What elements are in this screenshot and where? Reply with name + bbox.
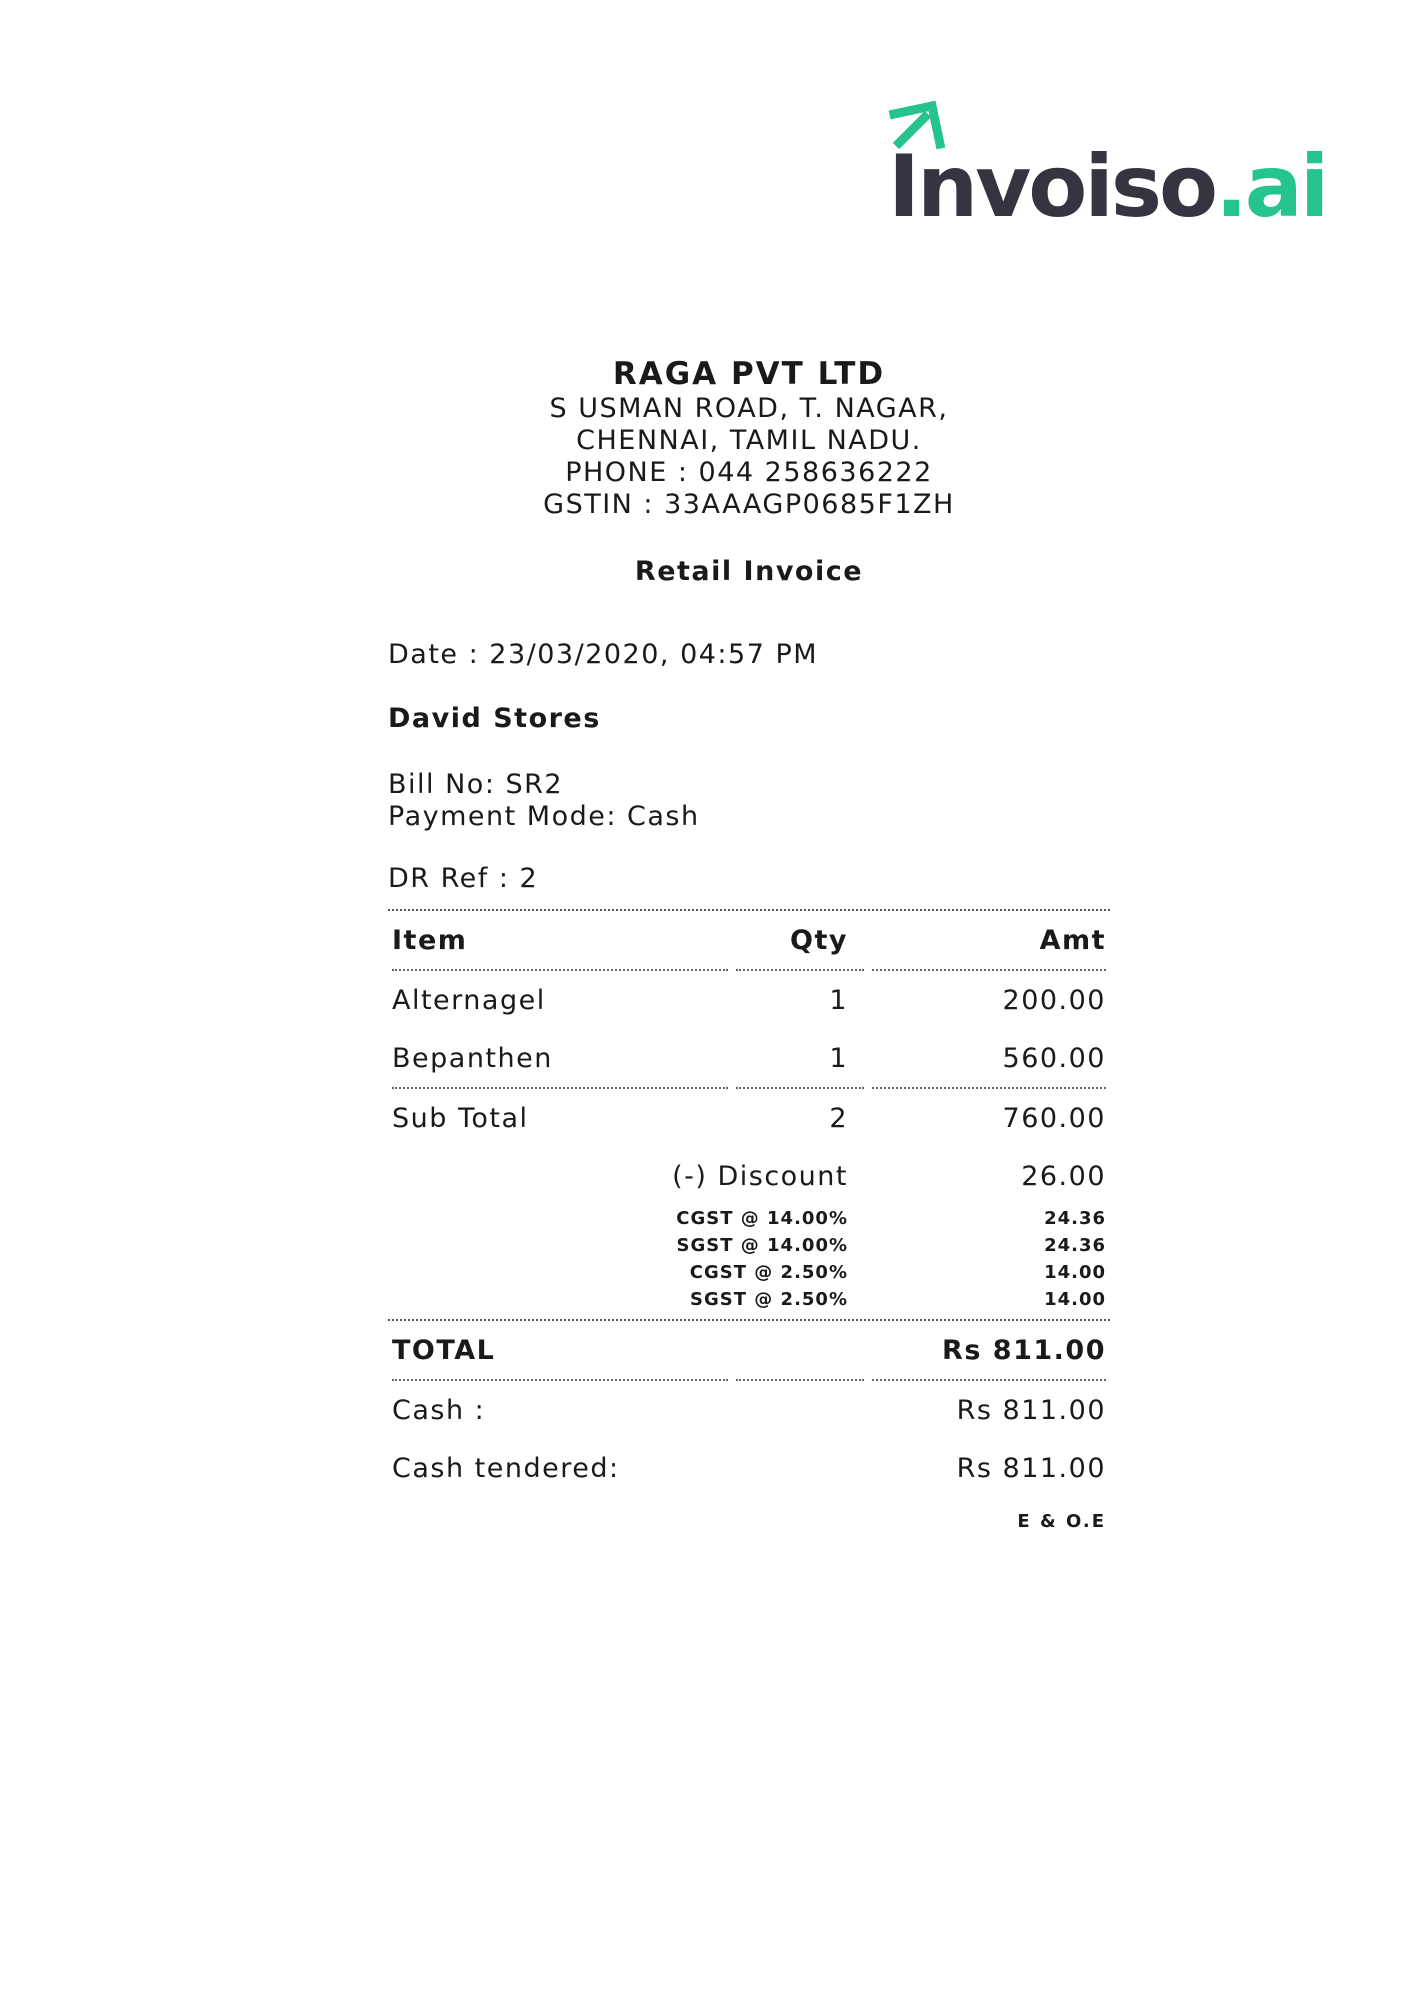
company-name: RAGA PVT LTD xyxy=(612,356,886,392)
footer-note: E & O.E xyxy=(1017,1511,1106,1532)
table-header xyxy=(388,911,1110,969)
header-qty: Qty xyxy=(790,924,848,956)
tax-label: CGST @ 14.00% xyxy=(676,1208,848,1229)
row-item: Alternagel xyxy=(392,984,546,1016)
row-amt: 560.00 xyxy=(1002,1042,1106,1074)
subtotal-label: Sub Total xyxy=(392,1102,529,1134)
cash-tendered-row xyxy=(388,1439,1110,1497)
table-row xyxy=(388,971,1110,1029)
bill-number: Bill No: SR2 xyxy=(388,769,564,800)
total-amt: Rs 811.00 xyxy=(942,1334,1106,1366)
discount-row xyxy=(388,1147,1110,1205)
tax-amt: 14.00 xyxy=(1044,1262,1106,1283)
logo-wordmark: Invoiso.ai xyxy=(888,137,1327,237)
discount-label: (-) Discount xyxy=(672,1160,848,1192)
row-qty: 1 xyxy=(829,1042,848,1074)
tax-amt: 24.36 xyxy=(1044,1208,1106,1229)
row-item: Bepanthen xyxy=(392,1042,553,1074)
tax-row xyxy=(388,1286,1110,1313)
cash-tendered-label: Cash tendered: xyxy=(392,1452,620,1484)
subtotal-row xyxy=(388,1089,1110,1147)
company-phone: PHONE : 044 258636222 xyxy=(565,457,933,488)
company-address-line1: S USMAN ROAD, T. NAGAR, xyxy=(549,393,949,424)
tax-amt: 14.00 xyxy=(1044,1289,1106,1310)
cash-row xyxy=(388,1381,1110,1439)
divider xyxy=(388,1087,1110,1089)
tax-label: SGST @ 14.00% xyxy=(676,1235,848,1256)
tax-amt: 24.36 xyxy=(1044,1235,1106,1256)
row-amt: 200.00 xyxy=(1002,984,1106,1016)
receipt xyxy=(388,355,1110,1532)
total-label: TOTAL xyxy=(392,1334,496,1366)
invoice-date: Date : 23/03/2020, 04:57 PM xyxy=(388,639,819,670)
subtotal-amt: 760.00 xyxy=(1002,1102,1106,1134)
payment-mode: Payment Mode: Cash xyxy=(388,801,700,832)
document-title: Retail Invoice xyxy=(634,556,864,587)
table-row xyxy=(388,1029,1110,1087)
total-row xyxy=(388,1321,1110,1379)
header-amt: Amt xyxy=(1039,924,1106,956)
tax-row xyxy=(388,1259,1110,1286)
company-header xyxy=(388,355,1110,589)
company-address-line2: CHENNAI, TAMIL NADU. xyxy=(576,425,922,456)
cash-amt: Rs 811.00 xyxy=(956,1394,1106,1426)
subtotal-qty: 2 xyxy=(829,1102,848,1134)
divider xyxy=(388,1379,1110,1381)
divider xyxy=(388,969,1110,971)
discount-amt: 26.00 xyxy=(1021,1160,1106,1192)
dr-reference: DR Ref : 2 xyxy=(388,863,539,894)
tax-row xyxy=(388,1205,1110,1232)
row-qty: 1 xyxy=(829,984,848,1016)
header-item: Item xyxy=(392,924,468,956)
cash-label: Cash : xyxy=(392,1394,486,1426)
company-gstin: GSTIN : 33AAAGP0685F1ZH xyxy=(543,489,955,520)
tax-label: CGST @ 2.50% xyxy=(689,1262,848,1283)
brand-logo xyxy=(888,96,1327,237)
customer-name: David Stores xyxy=(388,703,601,734)
tax-row xyxy=(388,1232,1110,1259)
cash-tendered-amt: Rs 811.00 xyxy=(956,1452,1106,1484)
tax-label: SGST @ 2.50% xyxy=(690,1289,848,1310)
